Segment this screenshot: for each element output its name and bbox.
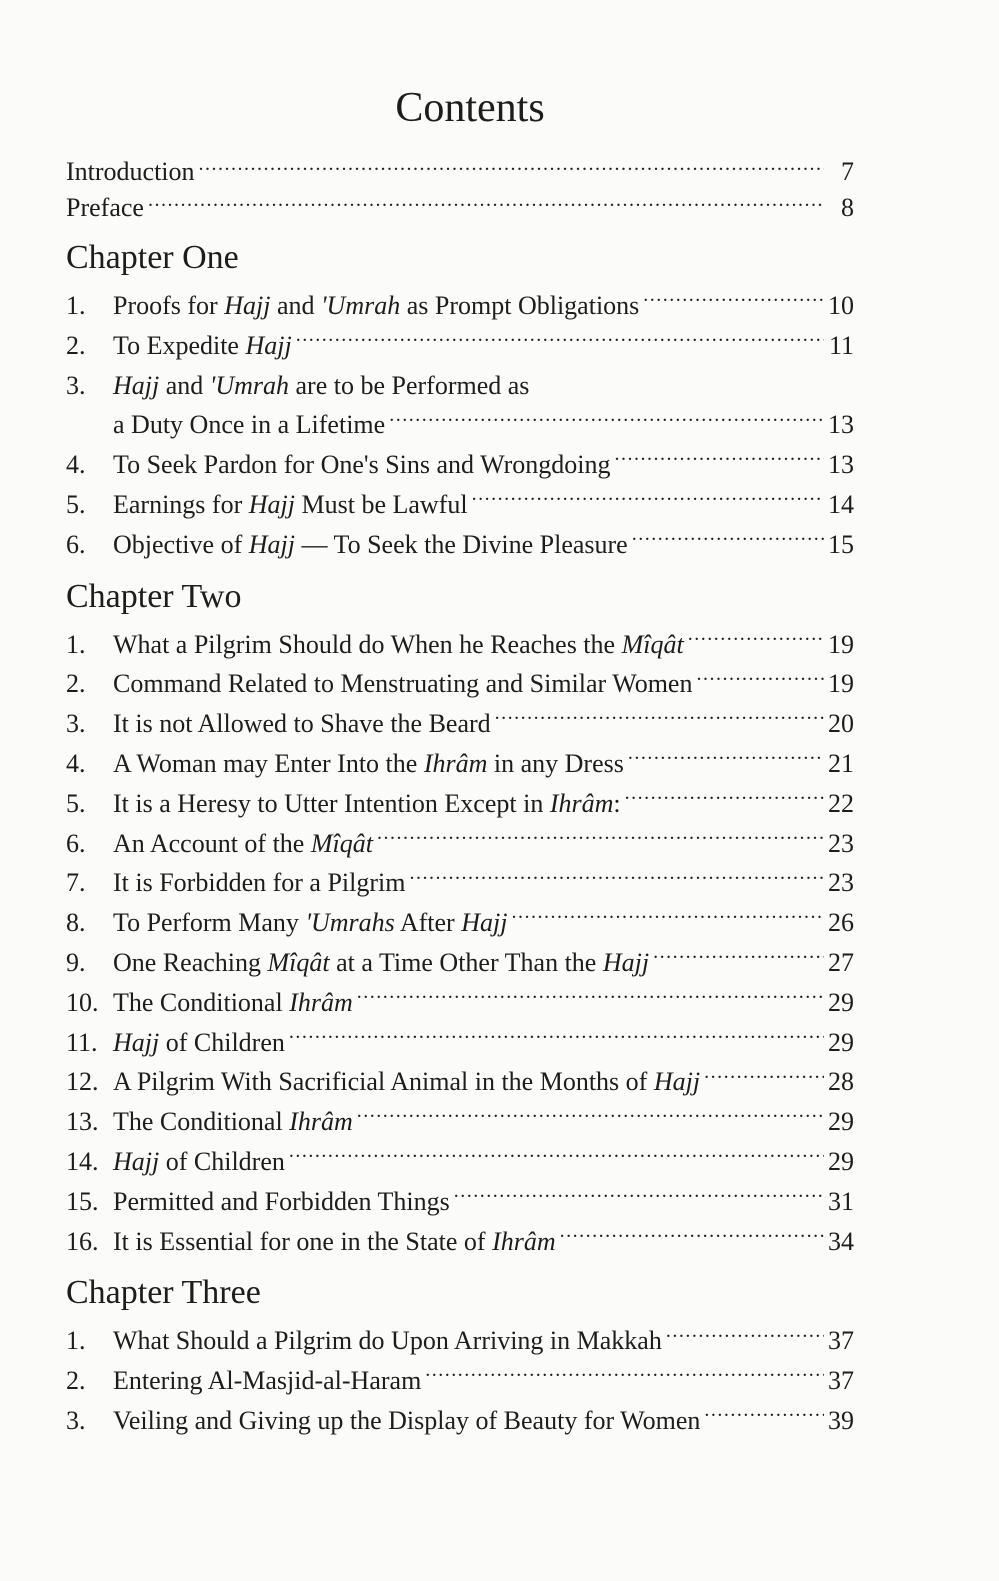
dot-leader (666, 1323, 824, 1349)
toc-entry-continuation[interactable] (66, 405, 854, 445)
dot-leader (199, 154, 824, 180)
chapter-heading: Chapter Two (66, 577, 242, 615)
italic-term: Ihrâm (492, 1226, 556, 1256)
dot-leader (296, 328, 824, 354)
dot-leader (289, 1144, 824, 1170)
toc-entry-number: 4. (66, 748, 86, 778)
toc-entry-label (113, 1102, 353, 1142)
toc-entry-number: 2. (66, 1366, 86, 1396)
toc-entry-label (113, 863, 405, 903)
dot-leader (688, 627, 824, 653)
toc-entry-label (113, 824, 373, 864)
chapter-heading: Chapter Three (66, 1274, 261, 1312)
toc-entry-number: 2. (66, 669, 86, 699)
dot-leader (289, 1025, 824, 1051)
toc-entry-label (113, 485, 468, 525)
dot-leader (472, 487, 824, 513)
dot-leader (632, 527, 824, 553)
toc-page-number: 13 (828, 410, 854, 440)
toc-entry-number: 10. (66, 987, 99, 1017)
italic-term: Ihrâm (549, 788, 614, 818)
label-text: It is not Allowed to Shave the Beard (113, 709, 491, 739)
label-text: and (159, 370, 210, 400)
toc-entry[interactable] (66, 784, 854, 824)
dot-leader (495, 706, 824, 732)
toc-page-number: 39 (828, 1405, 854, 1435)
toc-entry[interactable] (66, 943, 854, 983)
italic-term: Hajj (224, 291, 271, 320)
dot-leader (409, 865, 824, 891)
front-matter-list (66, 154, 854, 226)
toc-entry[interactable] (66, 154, 854, 190)
toc-entry-label (113, 784, 621, 824)
toc-entry[interactable] (66, 190, 854, 226)
toc-entry-label (113, 704, 491, 744)
dot-leader (357, 985, 824, 1011)
toc-entry-label (113, 445, 610, 485)
toc-page-number: 21 (828, 748, 854, 778)
label-text: : (613, 788, 621, 818)
toc-entry-number: 16. (66, 1226, 99, 1256)
toc-entry-label (113, 1142, 285, 1182)
dot-leader (696, 666, 824, 692)
toc-entry-number: 1. (66, 1326, 86, 1356)
toc-page-number: 27 (828, 947, 854, 977)
italic-term: Hajj (113, 1027, 160, 1057)
toc-entry[interactable] (66, 664, 854, 704)
label-text: What Should a Pilgrim do Upon Arriving in Makkah (113, 1326, 662, 1356)
italic-term: Mîqât (310, 828, 373, 858)
toc-entry-label (113, 625, 684, 665)
toc-entry-label (113, 1361, 421, 1401)
toc-page-number: 15 (828, 529, 854, 559)
toc-entry-number: 8. (66, 908, 86, 938)
toc-page-number: 26 (828, 908, 854, 938)
label-text: The Conditional (113, 987, 290, 1017)
toc-entry[interactable] (66, 1142, 854, 1182)
dot-leader (560, 1224, 824, 1250)
dot-leader (389, 407, 824, 433)
italic-term: Hajj (113, 1146, 160, 1176)
toc-entry-label (113, 1321, 662, 1361)
label-text: What a Pilgrim Should do When he Reaches the (113, 629, 622, 659)
toc-entry-number: 3. (66, 1405, 86, 1435)
toc-page-number: 23 (828, 868, 854, 898)
toc-entry[interactable] (66, 485, 854, 525)
dot-leader (614, 447, 824, 473)
dot-leader (625, 786, 824, 812)
italic-term: Hajj (602, 947, 650, 977)
italic-term: Hajj (113, 370, 160, 400)
italic-term: 'Umrah (321, 291, 401, 320)
toc-page-number: 28 (828, 1067, 854, 1097)
italic-term: Hajj (248, 489, 295, 519)
toc-entry-label (113, 983, 353, 1023)
label-text: The Conditional (113, 1107, 290, 1137)
italic-term: Hajj (245, 330, 292, 360)
label-text: An Account of the (113, 828, 311, 858)
toc-page-number: 10 (828, 291, 854, 320)
italic-term: 'Umrahs (305, 908, 395, 938)
dot-leader (704, 1064, 824, 1090)
toc-entry[interactable] (66, 863, 854, 903)
toc-entry[interactable] (66, 1102, 854, 1142)
italic-term: Hajj (461, 908, 508, 938)
toc-entry[interactable] (66, 1361, 854, 1401)
toc-page-number: 19 (828, 669, 854, 699)
toc-entry[interactable] (66, 1401, 854, 1441)
italic-term: Mîqât (267, 947, 330, 977)
label-text: Objective of (113, 529, 249, 559)
toc-entry[interactable] (66, 625, 854, 665)
toc-entry-label (113, 366, 529, 406)
toc-entry[interactable] (66, 525, 854, 565)
label-text: A Woman may Enter Into the (113, 748, 424, 778)
label-text: in any Dress (487, 748, 624, 778)
label-text: Permitted and Forbidden Things (113, 1186, 450, 1216)
italic-term: Ihrâm (423, 748, 488, 778)
toc-page-number: 29 (828, 1027, 854, 1057)
dot-leader (643, 288, 824, 314)
dot-leader (377, 826, 824, 852)
dot-leader (628, 746, 824, 772)
label-text: One Reaching (113, 947, 268, 977)
toc-page-number: 31 (828, 1186, 854, 1216)
italic-term: Ihrâm (289, 987, 353, 1017)
label-text: are to be Performed as (289, 370, 530, 400)
dot-leader (425, 1363, 824, 1389)
toc-entry-number: 5. (66, 489, 86, 519)
page-title: Contents (395, 85, 545, 131)
toc-entry-number: 3. (66, 709, 86, 739)
toc-entry[interactable] (66, 366, 854, 406)
label-text: After (394, 908, 462, 938)
toc-entry[interactable] (66, 445, 854, 485)
label-text: A Pilgrim With Sacrificial Animal in the Months of (113, 1067, 654, 1097)
toc-entry-label (113, 1062, 700, 1102)
label-text: as Prompt Obligations (400, 291, 640, 320)
italic-term: Mîqât (621, 629, 684, 659)
toc-page-number: 29 (828, 1146, 854, 1176)
toc-entry-label: a Duty Once in a Lifetime (113, 410, 386, 440)
toc-entry-number: 1. (66, 629, 86, 659)
toc-entry-number: 3. (66, 370, 86, 400)
toc-entry-number: 14. (66, 1146, 99, 1176)
label-text: To Perform Many (113, 908, 306, 938)
toc-entry[interactable] (66, 704, 854, 744)
toc-page-number: 7 (841, 157, 854, 186)
label-text: Veiling and Giving up the Display of Beauty for Women (113, 1405, 701, 1435)
toc-entry-number: 6. (66, 529, 86, 559)
toc-page-number: 8 (841, 193, 854, 222)
toc-entry-label (113, 1401, 700, 1441)
toc-entry[interactable] (66, 983, 854, 1023)
toc-entry[interactable] (66, 326, 854, 366)
toc-page-number: 11 (828, 330, 854, 360)
toc-entry-number: 4. (66, 450, 86, 480)
label-text: — To Seek the Divine Pleasure (294, 529, 628, 559)
toc-page-number: 34 (828, 1226, 854, 1256)
toc-page-number: 20 (828, 709, 854, 739)
label-text: Entering Al-Masjid-al-Haram (113, 1366, 422, 1396)
toc-entry-number: 13. (66, 1107, 99, 1137)
dot-leader (511, 905, 824, 931)
label-text: at a Time Other Than the (329, 947, 603, 977)
label-text: of Children (159, 1027, 285, 1057)
toc-page-number: 13 (828, 450, 854, 480)
dot-leader (653, 945, 824, 971)
toc-page-number: 19 (828, 629, 854, 659)
toc-page-number: 29 (828, 987, 854, 1017)
label-text: It is a Heresy to Utter Intention Except in (113, 788, 550, 818)
toc-entry-number: 1. (66, 291, 86, 320)
label-text: and (270, 291, 321, 320)
label-text: of Children (159, 1146, 285, 1176)
italic-term: Ihrâm (289, 1107, 353, 1137)
toc-entry[interactable] (66, 1321, 854, 1361)
toc-entry-label (113, 744, 624, 784)
toc-entry-number: 5. (66, 788, 86, 818)
toc-entry-label (113, 326, 292, 366)
dot-leader (454, 1184, 824, 1210)
toc-entry-number: 6. (66, 828, 86, 858)
toc-entry[interactable] (66, 824, 854, 864)
dot-leader (357, 1104, 824, 1130)
toc-entry[interactable] (66, 1182, 854, 1222)
toc-page-number: 14 (828, 489, 854, 519)
toc-entry-label (113, 943, 649, 983)
dot-leader (148, 190, 824, 216)
toc-entry-label (113, 1023, 285, 1063)
toc-page-number: 23 (828, 828, 854, 858)
toc-entry-label: Introduction (66, 157, 195, 186)
italic-term: Hajj (248, 529, 295, 559)
label-text: Must be Lawful (294, 489, 468, 519)
toc-entry-number: 15. (66, 1186, 99, 1216)
chapters-list (66, 230, 854, 1441)
label-text: To Expedite (113, 330, 246, 360)
toc-entry-number: 2. (66, 330, 86, 360)
toc-entry-label (113, 286, 639, 326)
toc-entry-label (113, 664, 692, 704)
dot-leader (704, 1403, 824, 1429)
italic-term: Hajj (653, 1067, 701, 1097)
italic-term: 'Umrah (209, 370, 290, 400)
toc-entry-label: Preface (66, 193, 144, 222)
toc-entry[interactable] (66, 1062, 854, 1102)
toc-page-number: 22 (828, 788, 854, 818)
label-text: Proofs for (113, 291, 225, 320)
label-text: It is Essential for one in the State of (113, 1226, 493, 1256)
toc-entry[interactable] (66, 286, 854, 326)
toc-page-number: 37 (828, 1326, 854, 1356)
toc-entry[interactable] (66, 744, 854, 784)
toc-entry-number: 11. (66, 1027, 98, 1057)
toc-entry[interactable] (66, 1222, 854, 1262)
toc-entry-label (113, 525, 628, 565)
label-text: To Seek Pardon for One's Sins and Wrongdoing (113, 450, 611, 480)
toc-entry[interactable] (66, 1023, 854, 1063)
toc-page-number: 29 (828, 1107, 854, 1137)
toc-entry-number: 9. (66, 947, 86, 977)
label-text: Command Related to Menstruating and Similar Women (113, 669, 693, 699)
label-text: It is Forbidden for a Pilgrim (113, 868, 406, 898)
toc-entry-number: 12. (66, 1067, 99, 1097)
chapter-heading: Chapter One (66, 239, 239, 276)
toc-entry-label (113, 1222, 556, 1262)
toc-entry[interactable] (66, 903, 854, 943)
toc-entry-label (113, 1182, 450, 1222)
toc-entry-number: 7. (66, 868, 86, 898)
toc-page-number: 37 (828, 1366, 854, 1396)
label-text: Earnings for (113, 489, 249, 519)
toc-entry-label (113, 903, 507, 943)
